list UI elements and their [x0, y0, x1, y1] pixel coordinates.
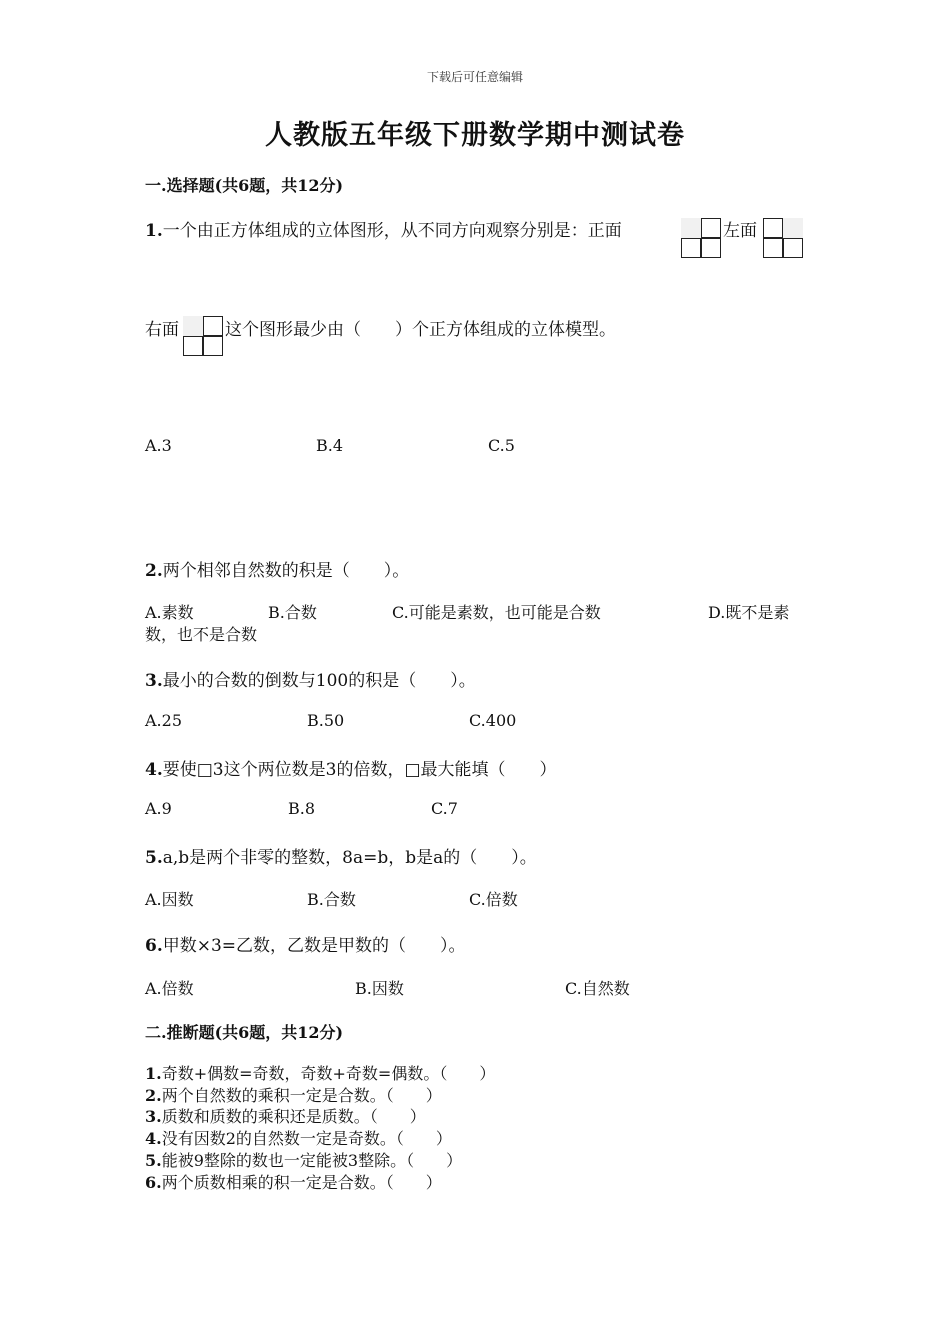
q1-number: 1. — [145, 221, 163, 241]
judgement-item — [145, 1106, 495, 1128]
judgement-text: 奇数+偶数=奇数，奇数+奇数=偶数。（ ） — [161, 1064, 496, 1083]
q4-option-b: B.8 — [288, 799, 316, 818]
judgement-number: 5. — [145, 1150, 162, 1170]
front-view-cell — [681, 238, 701, 258]
left-view-figure — [763, 218, 805, 259]
q3-number: 3. — [145, 671, 163, 691]
q6-option-b: B.因数 — [355, 979, 404, 998]
q6-question — [145, 931, 466, 956]
left-view-label: 左面 — [723, 221, 757, 241]
judgement-item — [145, 1085, 495, 1107]
right-view-figure — [183, 316, 225, 357]
q4-question — [145, 755, 557, 780]
judgement-item — [145, 1128, 495, 1150]
judgement-text: 没有因数2的自然数一定是奇数。（ ） — [161, 1129, 452, 1149]
judgement-number: 3. — [145, 1107, 162, 1127]
q2-text: 两个相邻自然数的积是（ ）。 — [162, 561, 410, 581]
left-view-blank — [783, 218, 803, 238]
judgement-number: 1. — [145, 1064, 162, 1083]
q5-question — [145, 843, 537, 868]
section1-heading: 一.选择题(共6题，共12分) — [145, 176, 344, 195]
q2-option-b: B.合数 — [268, 603, 317, 622]
q5-option-a: A.因数 — [145, 890, 194, 909]
q1-text-a: 一个由正方体组成的立体图形，从不同方向观察分别是：正面 — [162, 221, 622, 241]
section2-heading: 二.推断题(共6题，共12分) — [145, 1023, 344, 1042]
front-view-blank — [681, 218, 701, 238]
q5-option-c: C.倍数 — [469, 890, 518, 909]
q2-question — [145, 556, 409, 581]
judgement-list — [145, 1063, 495, 1193]
page-title: 人教版五年级下册数学期中测试卷 — [265, 120, 685, 151]
judgement-text: 质数和质数的乘积还是质数。（ ） — [161, 1107, 426, 1127]
q6-option-c: C.自然数 — [565, 979, 630, 998]
q5-option-b: B.合数 — [307, 890, 356, 909]
q6-number: 6. — [145, 936, 163, 956]
q4-option-c: C.7 — [431, 799, 458, 818]
page-header: 下载后可任意编辑 — [426, 70, 523, 84]
judgement-item — [145, 1172, 495, 1194]
judgement-item — [145, 1150, 495, 1172]
q2-number: 2. — [145, 561, 163, 581]
q6-text: 甲数×3=乙数，乙数是甲数的（ ）。 — [162, 936, 466, 956]
q5-number: 5. — [145, 848, 163, 868]
judgement-text: 两个自然数的乘积一定是合数。（ ） — [161, 1085, 442, 1105]
right-view-blank — [183, 316, 203, 336]
q3-question — [145, 666, 476, 691]
q3-option-b: B.50 — [307, 711, 345, 730]
left-view-cell — [763, 238, 783, 258]
judgement-item — [145, 1063, 495, 1085]
q1-text-b: 这个图形最少由（ ）个正方体组成的立体模型。 — [225, 320, 616, 340]
q1-line1 — [145, 216, 622, 241]
judgement-text: 两个质数相乘的积一定是合数。（ ） — [161, 1172, 442, 1192]
right-view-cell — [203, 316, 223, 336]
front-view-cell — [701, 238, 721, 258]
q4-text: 要使□3这个两位数是3的倍数，□最大能填（ ） — [162, 760, 557, 780]
right-view-cell — [203, 336, 223, 356]
right-view-cell — [183, 336, 203, 356]
q4-number: 4. — [145, 760, 163, 780]
q1-option-c: C.5 — [488, 436, 515, 455]
judgement-number: 2. — [145, 1085, 162, 1105]
q2-option-c: C.可能是素数，也可能是合数 — [392, 603, 601, 622]
left-view-cell — [783, 238, 803, 258]
q1-option-b: B.4 — [316, 436, 344, 455]
q1-option-a: A.3 — [145, 436, 172, 455]
left-view-cell — [763, 218, 783, 238]
right-view-label: 右面 — [145, 320, 179, 340]
q4-option-a: A.9 — [145, 799, 172, 818]
q3-option-a: A.25 — [145, 711, 182, 730]
q5-text: a,b是两个非零的整数，8a=b，b是a的（ ）。 — [162, 848, 537, 868]
judgement-text: 能被9整除的数也一定能被3整除。（ ） — [161, 1150, 463, 1170]
q3-option-c: C.400 — [469, 711, 517, 730]
q2-option-d: D.既不是素 — [708, 603, 790, 622]
q6-option-a: A.倍数 — [145, 979, 194, 998]
judgement-number: 4. — [145, 1129, 162, 1149]
q2-option-a: A.素数 — [145, 603, 194, 622]
front-view-figure — [681, 218, 723, 259]
q2-option-d-wrap: 数，也不是合数 — [145, 625, 258, 644]
front-view-cell — [701, 218, 721, 238]
q3-text: 最小的合数的倒数与100的积是（ ）。 — [162, 671, 476, 691]
judgement-number: 6. — [145, 1172, 162, 1192]
